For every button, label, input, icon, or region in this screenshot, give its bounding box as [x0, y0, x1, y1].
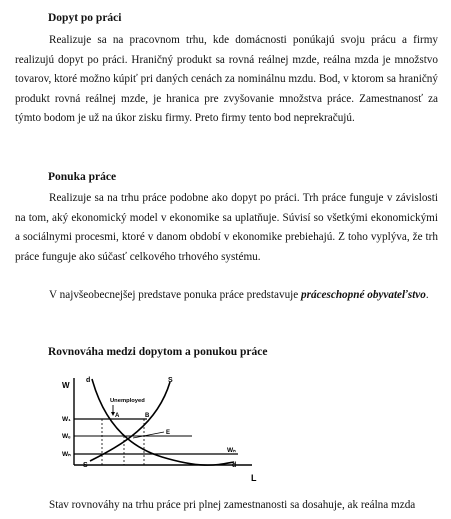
we-label: Wₑ: [62, 433, 71, 440]
point-e-label: E: [166, 430, 171, 436]
demand-label-bottom: d: [232, 462, 237, 469]
demand-label-top: d: [86, 377, 91, 384]
section-heading-labor-demand: Dopyt po práci: [48, 12, 122, 24]
supply-label-bottom: S: [83, 462, 88, 469]
w1-label: W₁: [62, 416, 71, 423]
supply-label-top: S: [168, 377, 173, 384]
definition-text-before: V najvšeobecnejšej predstave ponuka práce predstavuje: [49, 289, 302, 301]
paragraph-labor-demand: Realizuje sa na pracovnom trhu, kde domácnosti ponúkajú svoju prácu a firmy realizujú dopyt po práci. Hraničný produkt sa rovná reálnej mzde, reálna mzda je množstvo tovarov, ktoré možno kúpiť pri daných cenách za nominálnu mzdu. Bod, v ktorom sa hraničný produkt rovná reálnej mzde, je hranica pre zvyšovanie množstva práce. Zamestnanosť za týmto bodom je už na úkor zisku firmy. Preto firmy tento bod neprekračujú.: [15, 34, 438, 125]
point-b-label: B: [145, 413, 150, 419]
definition-emphasis: práceschopné obyvateľstvo: [301, 289, 426, 301]
supply-curve: [90, 382, 170, 461]
demand-curve: [92, 379, 234, 465]
paragraph-equilibrium: Stav rovnováhy na trhu práce pri plnej zamestnanosti sa dosahuje, ak reálna mzda: [49, 499, 416, 511]
definition-text-after: .: [425, 289, 429, 301]
paragraph-labor-supply-definition: [15, 286, 438, 306]
paragraph-labor-supply: Realizuje sa na trhu práce podobne ako dopyt po práci. Trh práce funguje v závislosti na tom, aký ekonomický model v ekonomike sa uplatňuje. Súvisí so všetkými ekonomickými a sociálnymi procesmi, ktoré v danom období v ekonomike prebiehajú. Z toho vyplýva, že trh práce funguje ako súčasť celkového trhového systému.: [15, 192, 438, 263]
wn-label: Wₙ: [62, 451, 71, 458]
section-heading-labor-supply: Ponuka práce: [48, 171, 117, 183]
point-a-label: A: [115, 413, 120, 419]
y-axis-label: W: [62, 381, 70, 390]
section-heading-equilibrium: Rovnováha medzi dopytom a ponukou práce: [48, 346, 268, 358]
labor-market-diagram: [62, 370, 272, 485]
unemployed-label: Unemployed: [110, 398, 145, 404]
wn-right-label: Wₙ: [227, 447, 236, 454]
x-axis-label: L: [251, 473, 257, 483]
point-e-pointer: [133, 432, 164, 438]
